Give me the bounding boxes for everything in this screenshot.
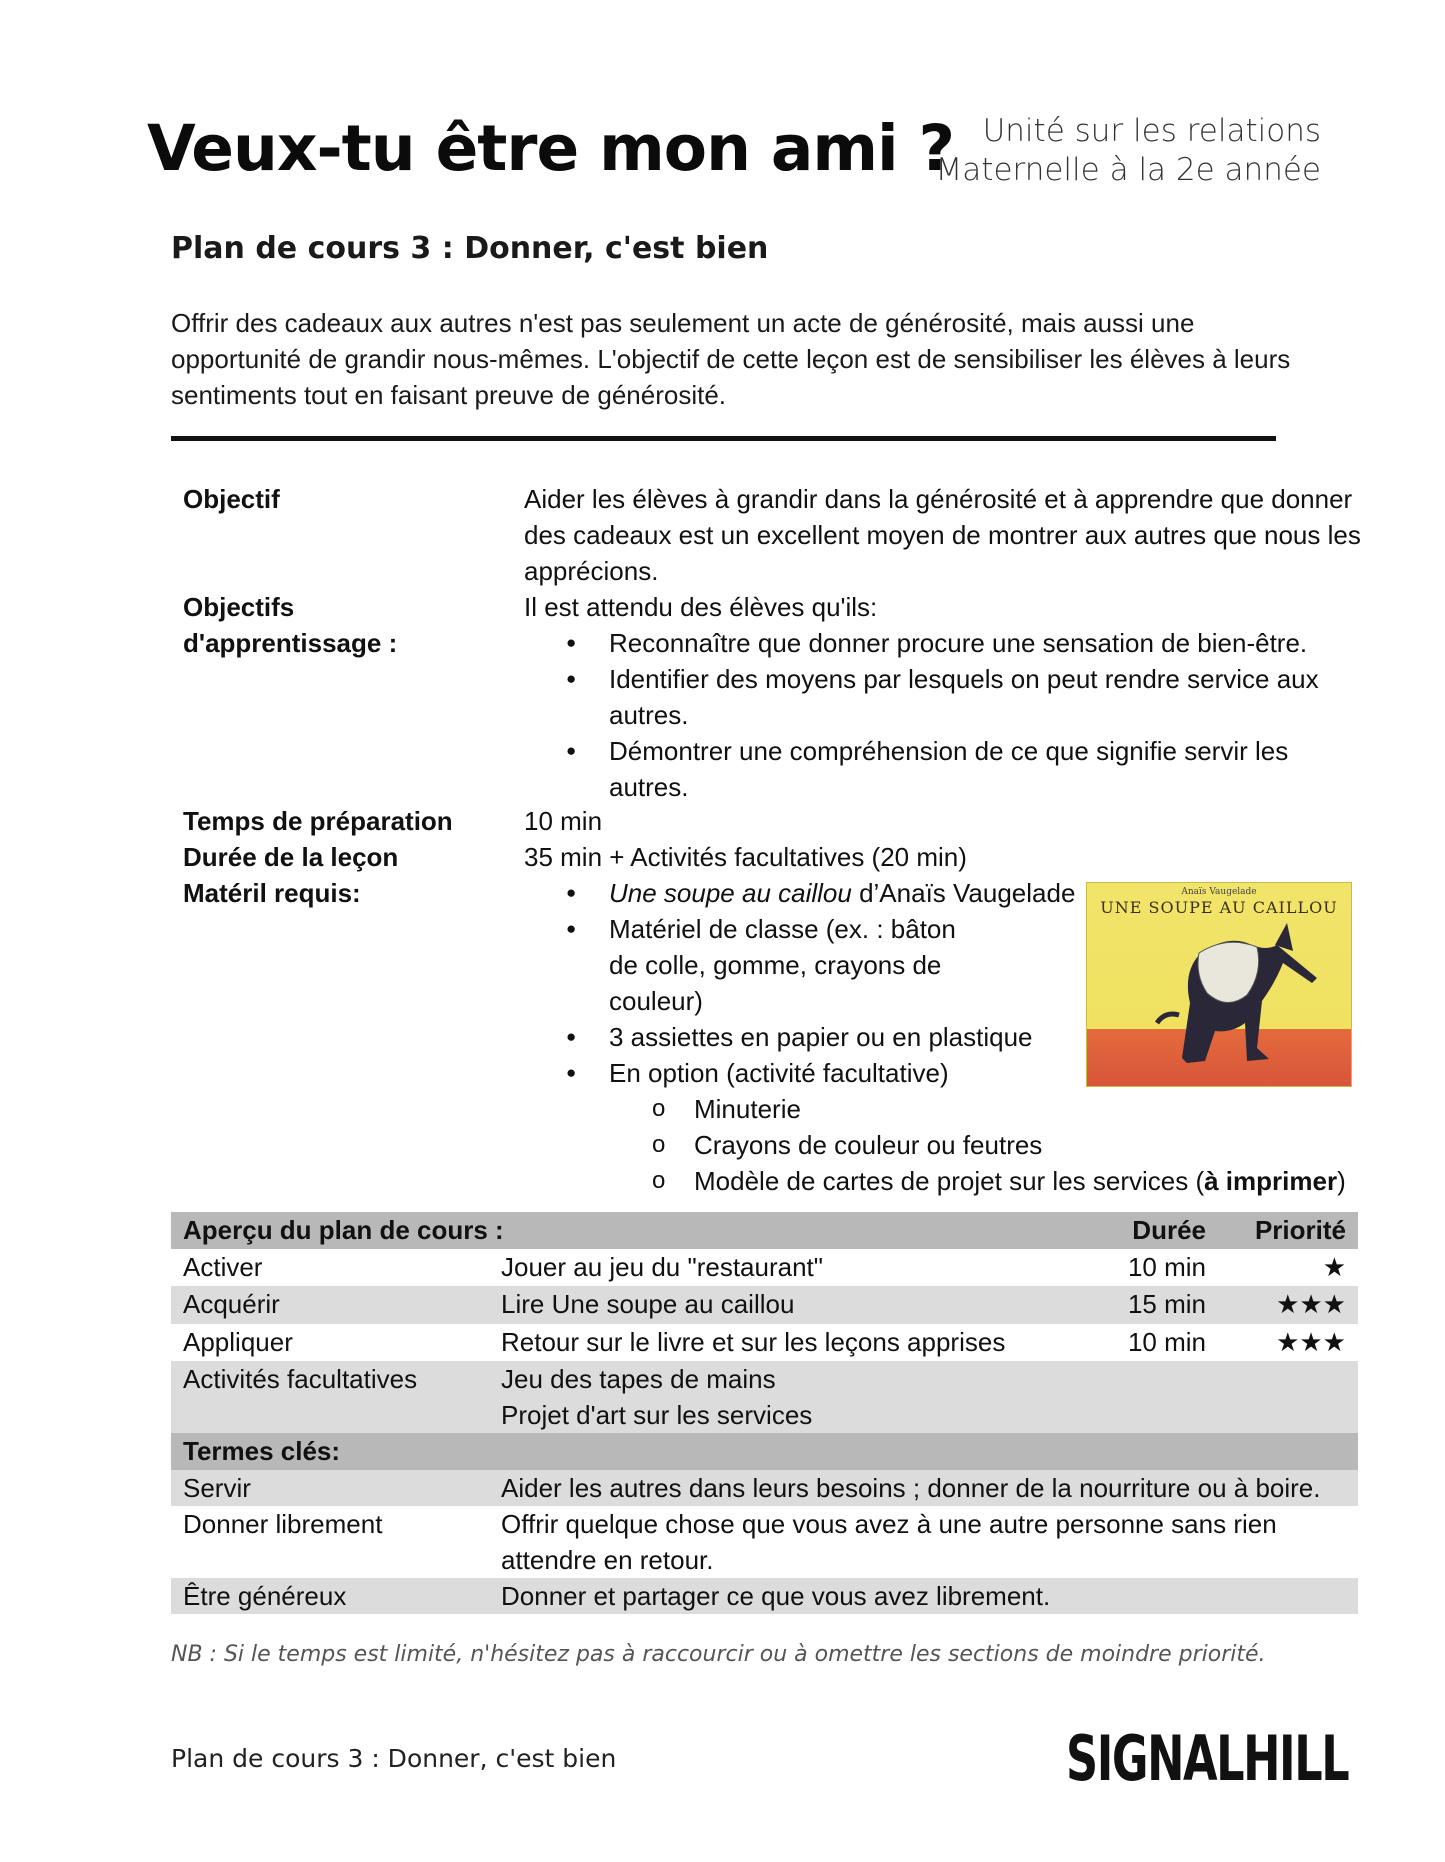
book-author: d’Anaïs Vaugelade: [851, 878, 1076, 908]
template-text: Modèle de cartes de projet sur les services (: [694, 1166, 1205, 1196]
prep-time-label: Temps de préparation: [183, 806, 453, 836]
stage-cell: Activer: [183, 1252, 263, 1282]
book-title: Une soupe au caillou: [609, 878, 852, 908]
list-item: ● 3 assiettes en papier ou en plastique: [524, 1019, 1374, 1055]
list-item: ● Identifier des moyens par lesquels on peut rendre service aux autres.: [524, 661, 1354, 733]
objective-label: Objectif: [183, 484, 280, 514]
learning-intro: Il est attendu des élèves qu'ils:: [524, 592, 878, 622]
duration-label: Durée de la leçon: [183, 842, 399, 872]
terms-header-row: [171, 1433, 1358, 1470]
learning-objectives: [524, 589, 1354, 805]
activity-cell: Lire Une soupe au caillou: [501, 1289, 795, 1319]
table-row: [171, 1578, 1358, 1614]
overview-header-label: Aperçu du plan de cours :: [183, 1215, 504, 1245]
term-cell: Être généreux: [183, 1581, 347, 1611]
stage-cell: Acquérir: [183, 1289, 280, 1319]
signalhill-logo: SIGNALHILL: [1066, 1722, 1349, 1795]
definition-line: Offrir quelque chose que vous avez à une autre personne sans rien: [501, 1509, 1277, 1539]
priority-stars: ★★★: [1276, 1289, 1346, 1319]
list-item: ● Reconnaître que donner procure une sensation de bien-être.: [524, 625, 1354, 661]
duration-cell: 10 min: [1127, 1327, 1206, 1357]
definition-line: attendre en retour.: [501, 1545, 714, 1575]
term-cell: Servir: [183, 1473, 251, 1503]
wolf-illustration: [1087, 883, 1351, 1086]
optional-materials: [524, 1091, 1374, 1199]
divider: [171, 436, 1276, 441]
book-cover-title: UNE SOUPE AU CAILLOU: [1100, 898, 1338, 917]
duration-value: 35 min + Activités facultatives (20 min): [524, 842, 967, 872]
table-row: [171, 1361, 1358, 1433]
definition-cell: [501, 1506, 1277, 1578]
list-item: o Crayons de couleur ou feutres: [524, 1127, 1374, 1163]
lesson-subtitle: Plan de cours 3 : Donner, c'est bien: [171, 231, 769, 266]
footer-lesson-title: Plan de cours 3 : Donner, c'est bien: [171, 1744, 617, 1773]
learning-label-line1: Objectifs: [183, 592, 295, 622]
priority-stars: ★: [1322, 1252, 1346, 1282]
materials-label: Matéril requis:: [183, 878, 361, 908]
activity-cell: [501, 1361, 812, 1433]
table-row: [171, 1249, 1358, 1286]
nb-note: NB : Si le temps est limité, n'hésitez pas à raccourcir ou à omettre les sections de moindre priorité.: [171, 1642, 1266, 1667]
list-item: o Minuterie: [524, 1091, 1374, 1127]
print-link[interactable]: à imprimer: [1204, 1166, 1338, 1196]
learning-objectives-label: [183, 589, 397, 661]
book-cover-author: Anaïs Vaugelade: [1181, 887, 1257, 897]
priority-stars: ★★★: [1276, 1327, 1346, 1357]
lesson-overview-table: [171, 1212, 1358, 1614]
unit-title: Unité sur les relations: [982, 113, 1321, 149]
duration-header: Durée: [1132, 1215, 1206, 1245]
list-item: ● Démontrer une compréhension de ce que signifie servir les autres.: [524, 733, 1354, 805]
list-item: ● En option (activité facultative): [524, 1055, 1374, 1091]
term-cell: Donner librement: [183, 1509, 383, 1539]
duration-cell: 15 min: [1127, 1289, 1206, 1319]
definition-cell: Donner et partager ce que vous avez librement.: [501, 1581, 1051, 1611]
intro-paragraph: Offrir des cadeaux aux autres n'est pas seulement un acte de générosité, mais aussi une opportunité de grandir nous-mêmes. L'objectif de cette leçon est de sensibiliser les élèves à leurs sentiments tout en faisant preuve de générosité.: [171, 308, 1291, 410]
table-row: [171, 1506, 1358, 1578]
activity-cell: Jouer au jeu du "restaurant": [501, 1252, 823, 1282]
learning-list: [524, 625, 1354, 805]
list-item: ● Matériel de classe (ex. : bâton de colle, gomme, crayons de couleur): [524, 911, 984, 1019]
terms-header-label: Termes clés:: [183, 1436, 341, 1466]
optional-activity: Projet d'art sur les services: [501, 1400, 813, 1430]
stage-cell: Activités facultatives: [183, 1364, 418, 1394]
optional-activity: Jeu des tapes de mains: [501, 1364, 776, 1394]
table-row: [171, 1324, 1358, 1361]
learning-label-line2: d'apprentissage :: [183, 628, 398, 658]
priority-header: Priorité: [1254, 1215, 1346, 1245]
list-item: [524, 1163, 1374, 1199]
activity-cell: Retour sur le livre et sur les leçons apprises: [501, 1327, 1006, 1357]
table-header-row: [171, 1212, 1358, 1249]
stage-cell: Appliquer: [183, 1327, 293, 1357]
prep-time-value: 10 min: [524, 806, 603, 836]
template-text-end: ): [1337, 1166, 1346, 1196]
table-row: [171, 1286, 1358, 1324]
grade-level: Maternelle à la 2e année: [935, 152, 1321, 188]
objective-text: Aider les élèves à grandir dans la générosité et à apprendre que donner des cadeaux est un excellent moyen de montrer aux autres que nous les apprécions.: [524, 484, 1361, 586]
table-row: [171, 1470, 1358, 1506]
page-title: Veux-tu être mon ami ?: [147, 112, 955, 185]
definition-cell: Aider les autres dans leurs besoins ; donner de la nourriture ou à boire.: [501, 1473, 1321, 1503]
book-cover-image: [1086, 882, 1352, 1087]
duration-cell: 10 min: [1127, 1252, 1206, 1282]
